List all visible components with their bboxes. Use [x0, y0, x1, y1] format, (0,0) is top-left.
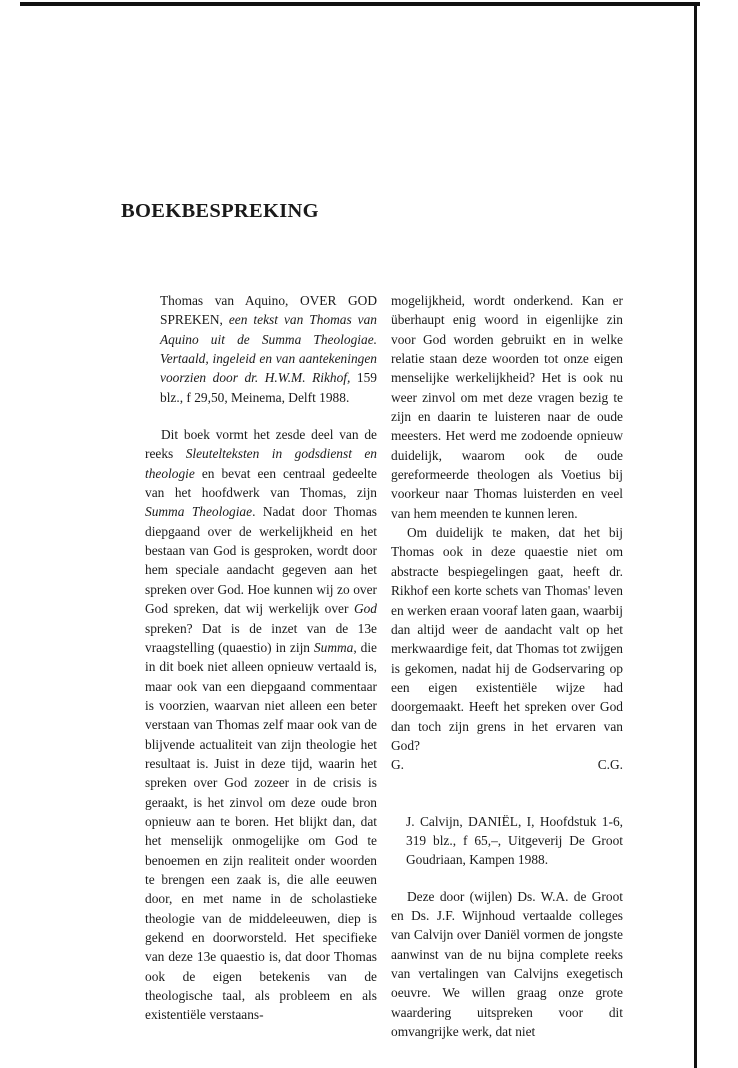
- text-run: spreken? Dat is de inzet van de 13e vraagstelling (quaestio) in zijn: [145, 620, 377, 655]
- text-run: Dit boek vormt het zesde deel van de reeks: [145, 427, 377, 462]
- emphasis: God: [353, 601, 377, 617]
- review2-paragraph-1: Deze door (wijlen) Ds. W.A. de Groot en Ds. J.F. Wijnhoud vertaalde colleges van Calvijn over Daniël vormen de jongste aanwinst van de nu bijna complete reeks van vertalingen van Calvijns exegetisch oeuvre. We willen graag onze grote waardering uitspreken voor dit omvangrijke werk, dat niet: [391, 888, 623, 1040]
- work-title: Summa: [313, 639, 354, 655]
- signature-right: C.G.: [597, 757, 623, 773]
- review2-book-reference: J. Calvijn, DANIËL, I, Hoofdstuk 1-6, 319 blz., f 65,–, Uitgeverij De Groot Goudriaan, Kampen 1988.: [406, 813, 623, 868]
- review1-signature: [391, 755, 623, 774]
- work-title: Summa Theologiae: [145, 504, 253, 520]
- review1-paragraph-1-continued: mogelijkheid, wordt onderkend. Kan er überhaupt enig woord in eigenlijke zin voor God worden gebruikt en in welke relatie staan deze woorden tot onze eigen menselijke werkelijkheid? Het is ook nu weer zinvol om met deze vragen bezig te zijn en daarin te luisteren naar de oude meesters. Het werd me zodoende opnieuw duidelijk, waarom ook de oude gereformeerde theologen als Voetius bij voorkeur naar Thomas luisterden en veel van hem meenden te kunnen leren.: [391, 293, 623, 521]
- review1-ref-subtitle: een tekst van Thomas van Aquino uit de Summa Theologiae. Vertaald, ingeleid en van aantekeningen voorzien door dr. H.W.M. Rikhof,: [160, 312, 377, 386]
- text-run: . Nadat door Thomas diepgaand over de werkelijkheid en het bestaan van God is gesproken, wordt door hem speciale aandacht gegeven aan het spreken over God. Hoe kunnen wij zo over God spreken, dat wij werkelijk over: [145, 504, 378, 617]
- left-column: [145, 291, 377, 1025]
- right-column: [391, 291, 623, 1041]
- series-title: Sleutelteksten in godsdienst en theologie: [145, 446, 377, 481]
- top-border-rule: [20, 2, 700, 6]
- page-heading: BOEKBESPREKING: [121, 200, 319, 222]
- review1-paragraph-2: Om duidelijk te maken, dat het bij Thomas ook in deze quaestie niet om abstracte bespiegelingen gaat, heeft dr. Rikhof een korte schets van Thomas' leven en werken eraan vooraf laten gaan, waarbij dan altijd weer de aandacht valt op het merkwaardige feit, dat Thomas tot zwijgen is gekomen, nadat hij de Godservaring op een eigen existentiële wijze had doorgemaakt. Heeft het spreken over God dan toch zijn grens in het ervaren van God?: [391, 525, 623, 753]
- text-run: en bevat een centraal gedeelte van het hoofdwerk van Thomas, zijn: [145, 465, 377, 501]
- text-run: , die in dit boek niet alleen opnieuw vertaald is, maar ook van een diepgaand commentaar is voorzien, waarvan niet alleen een beter verstaan van Thomas zelf maar ook van de blijvende actualiteit van zijn theologie het resultaat is. Juist in deze tijd, waarin het spreken over God zozeer in de crisis is geraakt, is het zinvol om deze oude bron opnieuw aan te boren. Het blijkt dan, dat het menselijk onmogelijke om God te benoemen en zijn realiteit onder woorden te brengen een zaak is, die alle eeuwen door, en met name in de scholastieke theologie van de middeleeuwen, diep is gekend en doorworsteld. Het specifieke van deze 13e quaestio is, dat door Thomas ook de eigen betekenis van de theologische taal, als probleem en als existentiële verstaans-: [145, 639, 377, 1023]
- right-border-rule: [694, 4, 697, 1068]
- signature-left: G.: [391, 757, 405, 773]
- review1-ref-title: Thomas van Aquino, OVER GOD SPREKEN,: [160, 293, 377, 328]
- review1-ref-publication: 159 blz., f 29,50, Meinema, Delft 1988.: [160, 370, 378, 405]
- review1-book-reference: [145, 291, 377, 407]
- review1-paragraph-1: [145, 425, 377, 1025]
